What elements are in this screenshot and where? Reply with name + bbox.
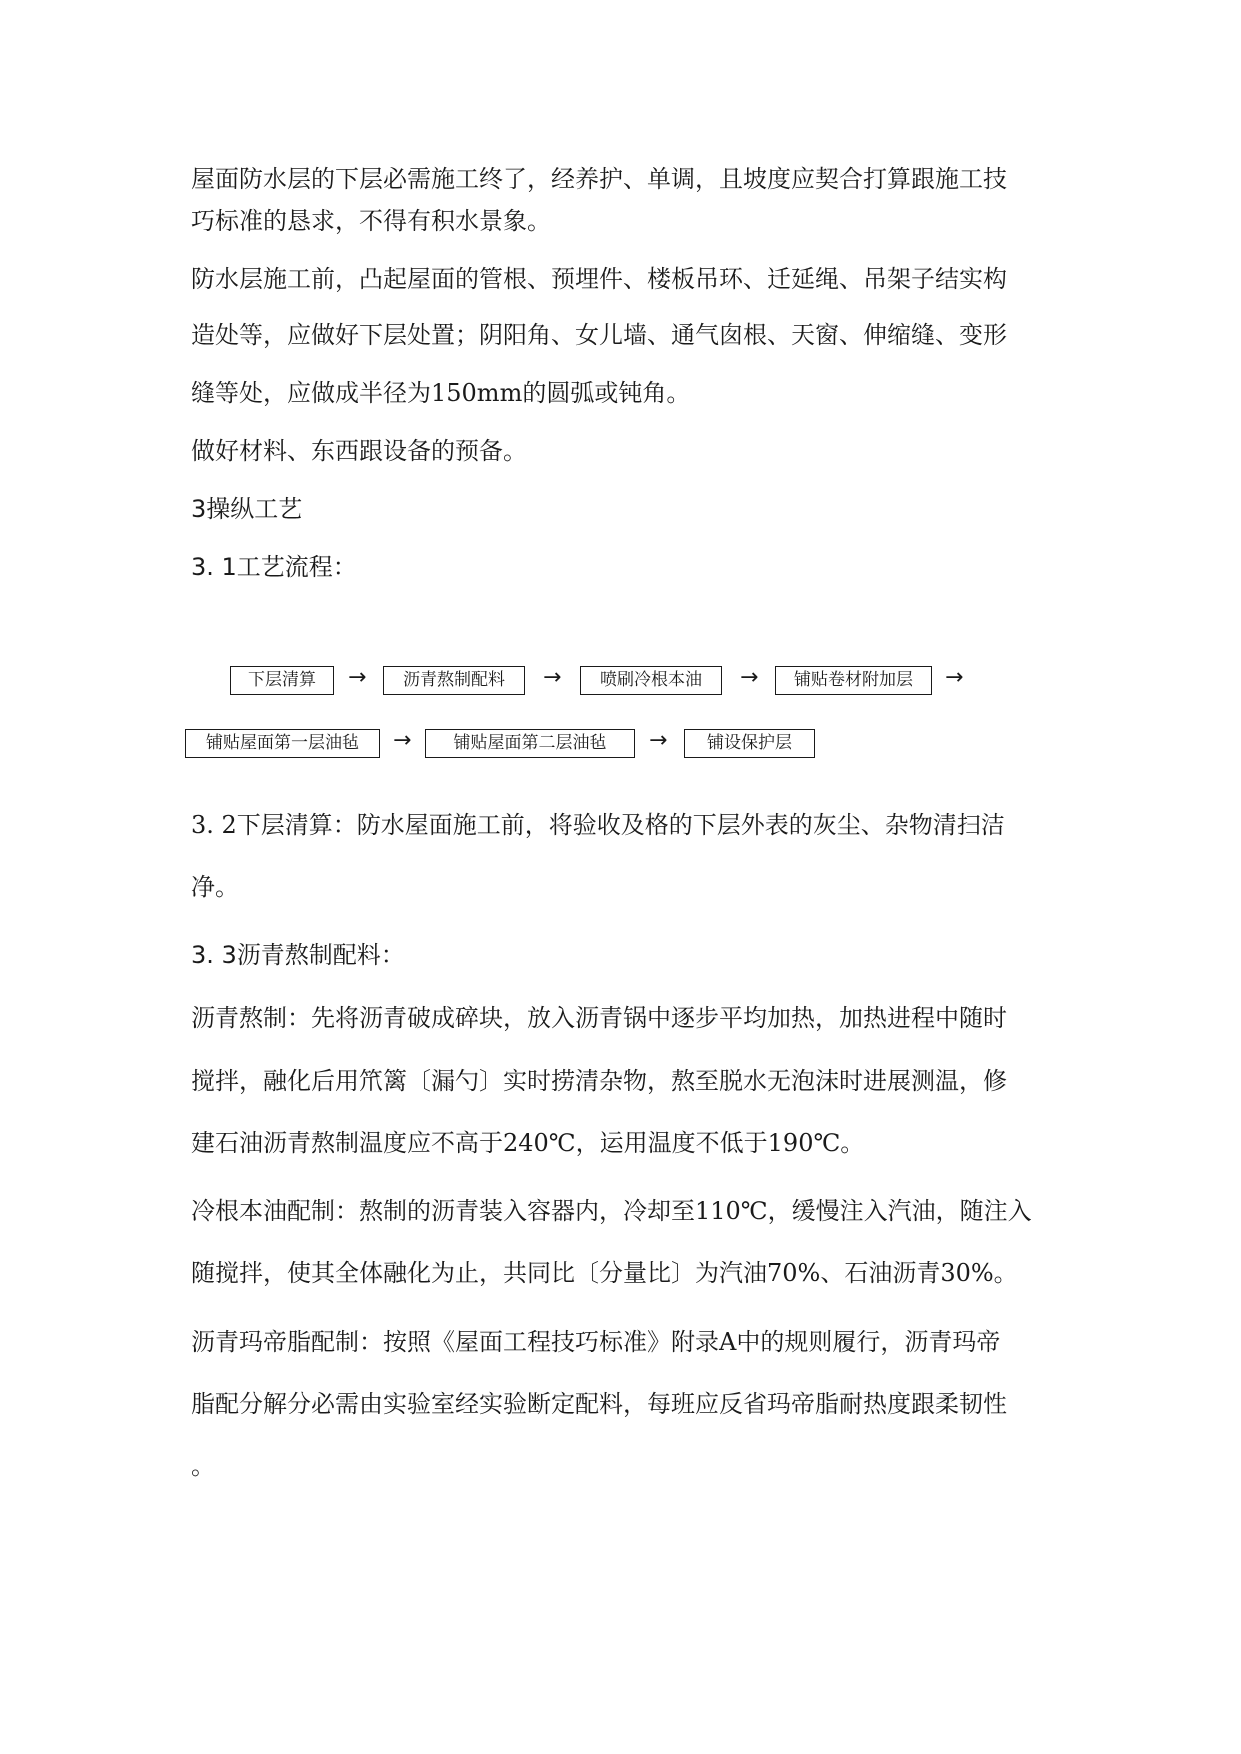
flow-step: 铺贴屋面第二层油毡 bbox=[425, 729, 635, 758]
paragraph-line: 沥青玛帝脂配制：按照《屋面工程技巧标准》附录A中的规则履行，沥青玛帝 bbox=[191, 1328, 1001, 1356]
subsection-heading: 3. 1工艺流程： bbox=[191, 553, 357, 581]
paragraph-line: 巧标准的恳求，不得有积水景象。 bbox=[191, 207, 551, 235]
paragraph-line: 搅拌，融化后用笊篱〔漏勺〕实时捞清杂物，熬至脱水无泡沫时进展测温，修 bbox=[191, 1067, 1007, 1095]
arrow-right-icon: → bbox=[348, 665, 367, 690]
arrow-right-icon: → bbox=[740, 665, 759, 690]
arrow-right-icon: → bbox=[649, 728, 668, 753]
flow-step: 喷刷冷根本油 bbox=[580, 666, 722, 695]
section-heading: 3操纵工艺 bbox=[191, 495, 303, 523]
paragraph-line: 屋面防水层的下层必需施工终了，经养护、单调，且坡度应契合打算跟施工技 bbox=[191, 165, 1007, 193]
flow-step: 铺贴卷材附加层 bbox=[775, 666, 932, 695]
paragraph-line: 。 bbox=[191, 1452, 215, 1480]
paragraph-line: 做好材料、东西跟设备的预备。 bbox=[191, 437, 527, 465]
paragraph-line: 冷根本油配制：熬制的沥青装入容器内，冷却至110℃，缓慢注入汽油，随注入 bbox=[191, 1197, 1032, 1225]
flow-step: 沥青熬制配料 bbox=[383, 666, 525, 695]
paragraph-line: 净。 bbox=[191, 873, 239, 901]
arrow-right-icon: → bbox=[393, 728, 412, 753]
flow-step: 铺贴屋面第一层油毡 bbox=[185, 729, 380, 758]
paragraph-line: 缝等处，应做成半径为150mm的圆弧或钝角。 bbox=[191, 379, 691, 407]
subsection-heading: 3. 3沥青熬制配料： bbox=[191, 941, 405, 969]
arrow-right-icon: → bbox=[945, 665, 964, 690]
paragraph-line: 脂配分解分必需由实验室经实验断定配料，每班应反省玛帝脂耐热度跟柔韧性 bbox=[191, 1390, 1007, 1418]
paragraph-line: 造处等，应做好下层处置；阴阳角、女儿墙、通气囱根、天窗、伸缩缝、变形 bbox=[191, 321, 1007, 349]
paragraph-line: 随搅拌，使其全体融化为止，共同比〔分量比〕为汽油70%、石油沥青30%。 bbox=[191, 1259, 1018, 1287]
arrow-right-icon: → bbox=[543, 665, 562, 690]
paragraph-line: 建石油沥青熬制温度应不高于240℃，运用温度不低于190℃。 bbox=[191, 1129, 865, 1157]
flow-step: 下层清算 bbox=[230, 666, 334, 695]
flow-step: 铺设保护层 bbox=[684, 729, 815, 758]
paragraph-line: 防水层施工前，凸起屋面的管根、预埋件、楼板吊环、迁延绳、吊架子结实构 bbox=[191, 265, 1007, 293]
paragraph-line: 3. 2下层清算：防水屋面施工前，将验收及格的下层外表的灰尘、杂物清扫洁 bbox=[191, 811, 1005, 839]
paragraph-line: 沥青熬制：先将沥青破成碎块，放入沥青锅中逐步平均加热，加热进程中随时 bbox=[191, 1004, 1007, 1032]
